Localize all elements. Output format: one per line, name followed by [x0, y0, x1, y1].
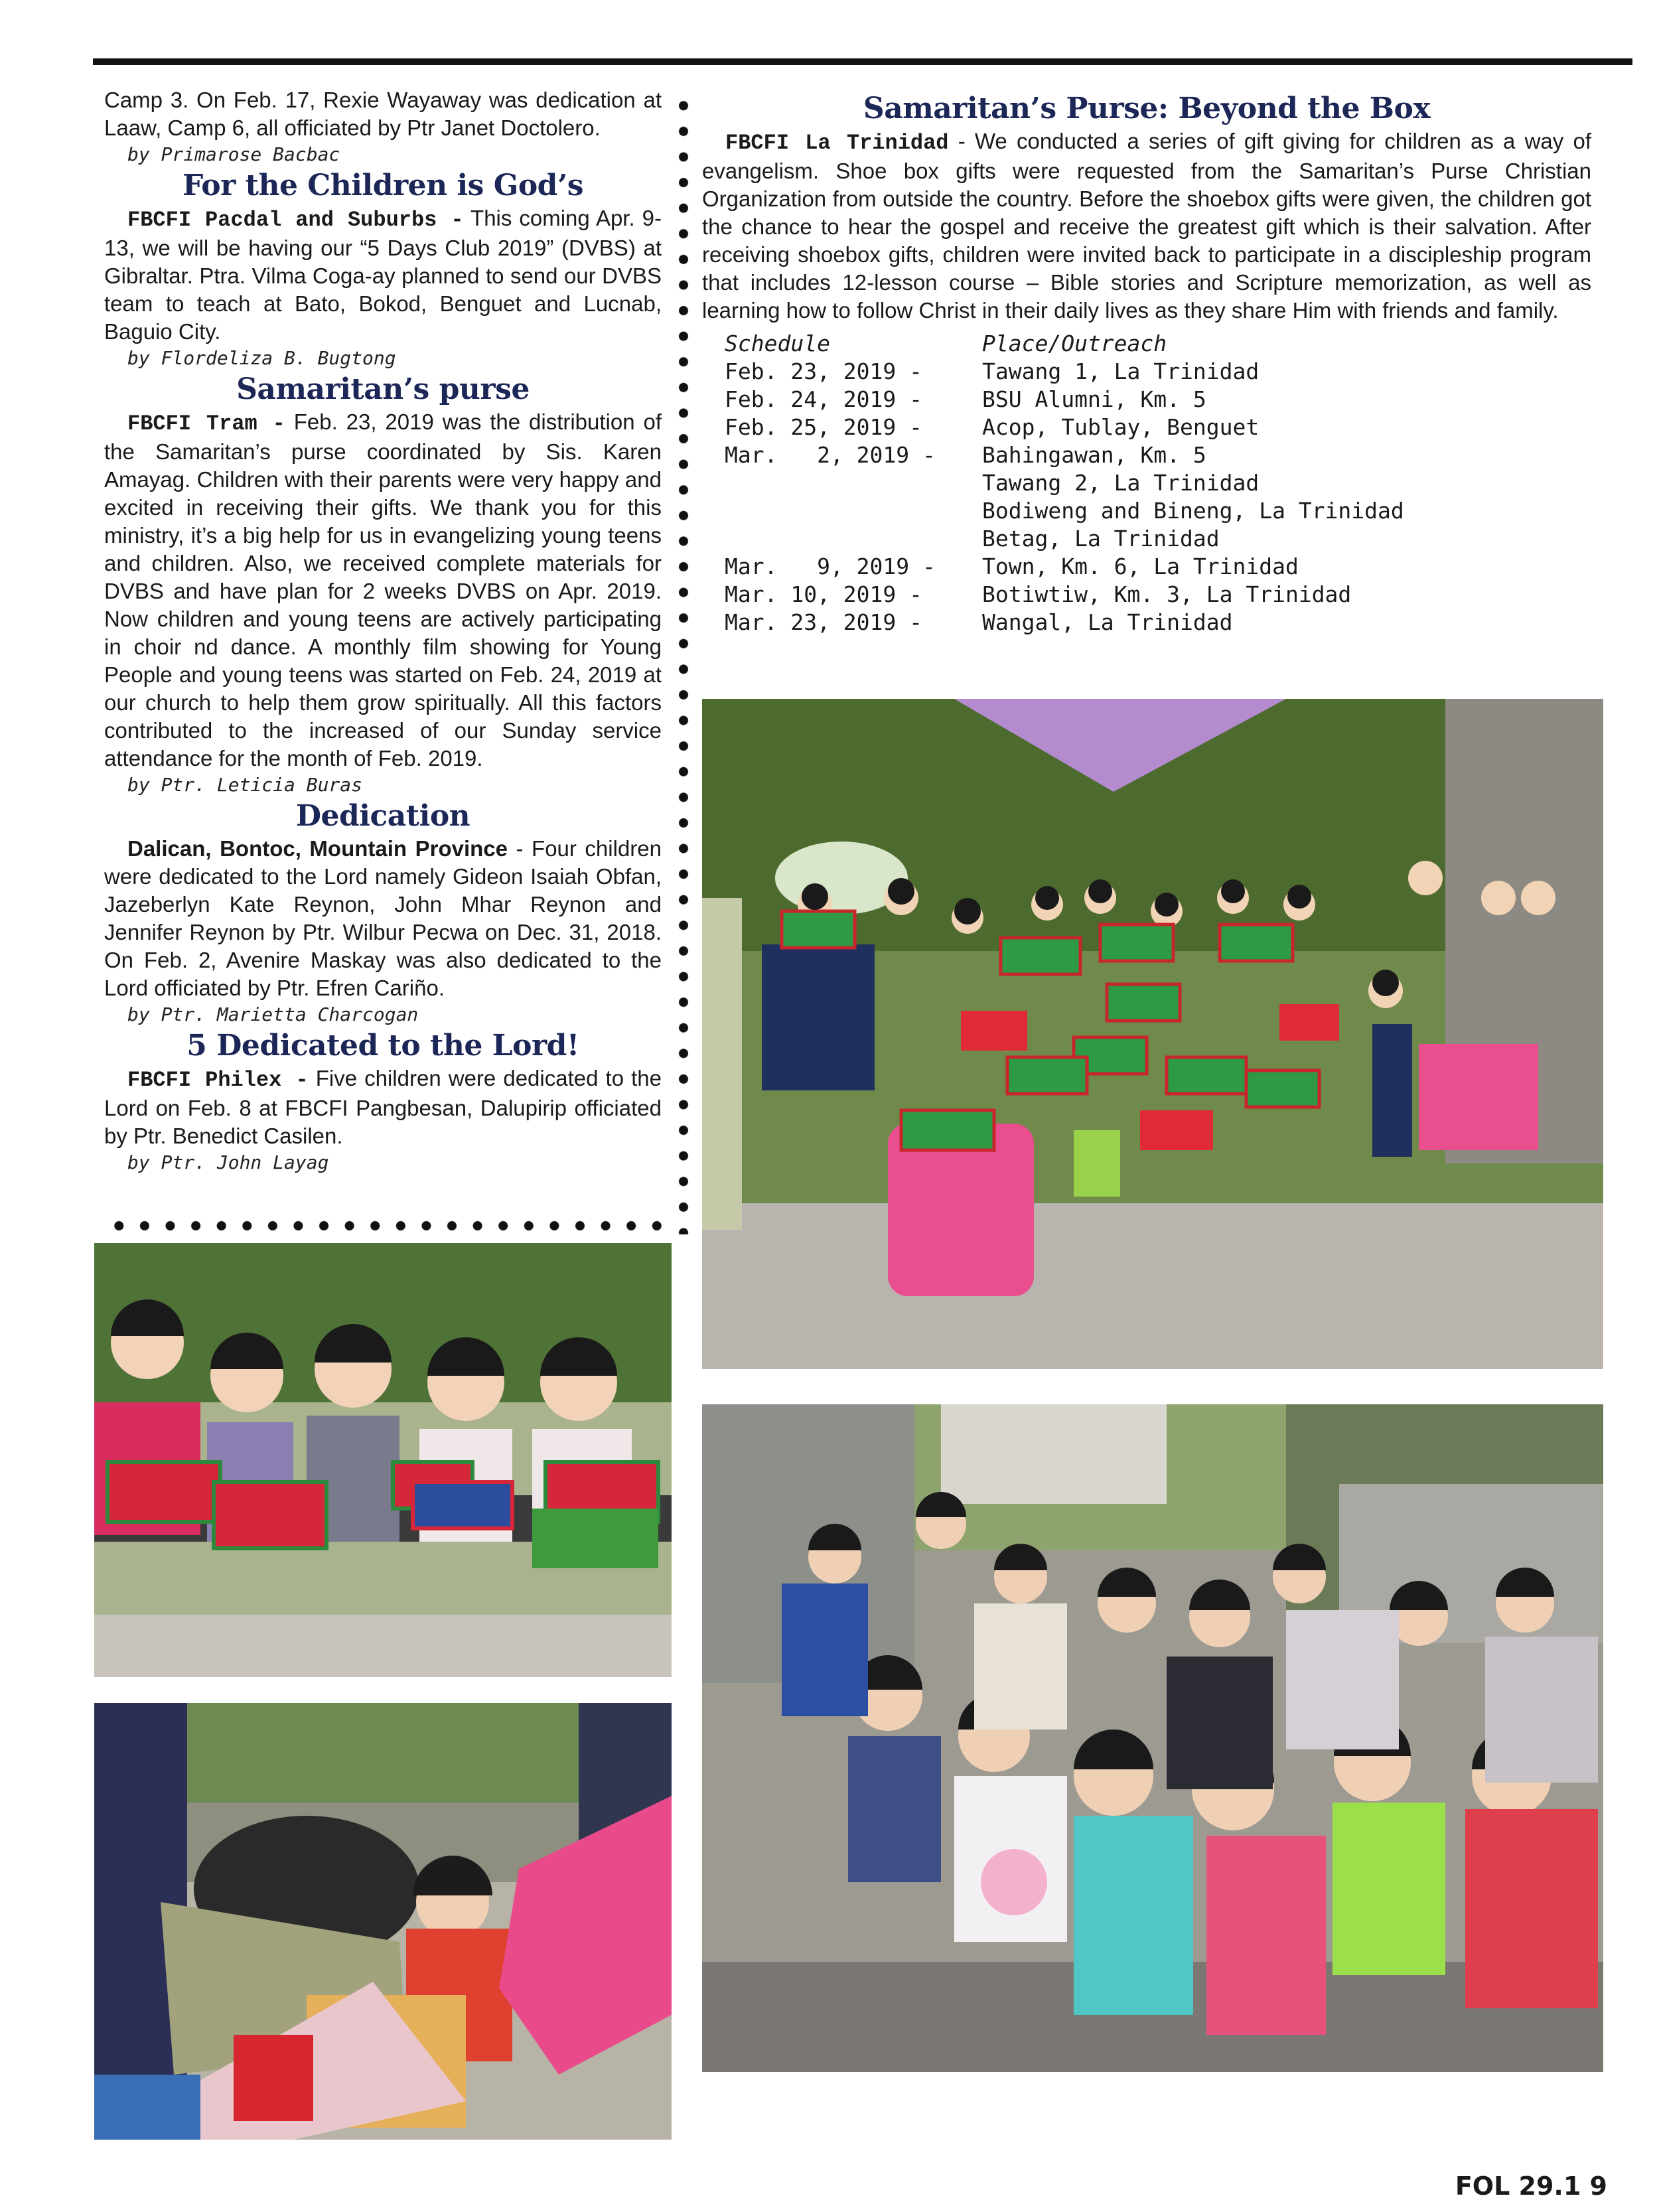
top-rule: [93, 58, 1632, 65]
article-title: 5 Dedicated to the Lord!: [186, 1029, 579, 1063]
schedule-row: [702, 581, 1591, 609]
article-body: [104, 204, 662, 346]
article-title: Dedication: [295, 799, 470, 833]
schedule-date: Mar. 23, 2019 -: [725, 609, 923, 635]
schedule-row: [702, 386, 1591, 413]
left-column: [104, 86, 662, 1175]
folio-label: FOL 29.1: [1455, 2172, 1581, 2201]
article-text: This coming Apr. 9-13, we will be having our “5 Days Club 2019” (DVBS) at Gibraltar. Ptra. Vilma Coga-ay planned to send our DVBS team to teach at Bato, Bokod, Benguet and Lucnab, Baguio City.: [104, 206, 662, 344]
schedule-place: Wangal, La Trinidad: [982, 609, 1233, 635]
feature-title: Samaritan’s Purse: Beyond the Box: [863, 92, 1431, 125]
feature-body: [702, 127, 1591, 325]
schedule-place: Bodiweng and Bineng, La Trinidad: [982, 498, 1404, 524]
schedule-place: Tawang 1, La Trinidad: [982, 358, 1260, 384]
article-body: [104, 408, 662, 773]
schedule-date: Mar. 9, 2019 -: [725, 553, 936, 579]
intro-byline: by Primarose Bacbac: [127, 143, 340, 165]
schedule-row: [702, 413, 1591, 441]
schedule-date: [702, 497, 982, 525]
schedule-header-place: Place/Outreach: [982, 331, 1167, 356]
article-body: [104, 1065, 662, 1150]
schedule-date: [702, 469, 982, 497]
article-text: Five children were dedicated to the Lord on Feb. 8 at FBCFI Pangbesan, Dalupirip officiated by Ptr. Benedict Casilen.: [104, 1066, 662, 1148]
article-byline: by Ptr. John Layag: [127, 1151, 329, 1173]
schedule-date: Feb. 23, 2019 -: [725, 358, 923, 384]
schedule-row: [702, 609, 1591, 636]
article-lead: Dalican, Bontoc, Mountain Province: [127, 836, 508, 861]
article-byline: by Ptr. Leticia Buras: [127, 774, 363, 796]
vertical-dot-divider: [677, 93, 690, 1234]
horizontal-dot-divider: [106, 1218, 677, 1233]
schedule-row: [702, 469, 1591, 497]
article-text: Feb. 23, 2019 was the distribution of the Samaritan’s purse coordinated by Sis. Karen Amayag. Children with their parents were very happy and excited in receiving their gifts. We thank you for this ministry, it’s a big help for us in evangelizing young teens and children. Also, we received complete materials for DVBS and have plan for 2 weeks DVBS on Apr. 2019. Now children and young teens are actively participating in choir nd dance. A monthly film showing for Young People and young teens was started on Feb. 24, 2019 at our church to help them grow spiritually. All this factors contributed to the increased of our Sunday service attendance for the month of Feb. 2019.: [104, 409, 662, 771]
schedule-place: BSU Alumni, Km. 5: [982, 386, 1206, 412]
schedule-place: Town, Km. 6, La Trinidad: [982, 553, 1299, 579]
schedule-date: Mar. 2, 2019 -: [725, 442, 936, 468]
article-lead: FBCFI Philex -: [127, 1068, 309, 1092]
schedule-date: Feb. 24, 2019 -: [725, 386, 923, 412]
article-title: Samaritan’s purse: [236, 372, 530, 406]
feature-text: - We conducted a series of gift giving for children as a way of evangelism. Shoe box gifts were requested from the Samaritan’s Purse Christian Organization from outside the country. Before the shoebox gifts were given, the children got the chance to hear the gospel and receive the greatest gift which is their salvation. After receiving shoebox gifts, children were invited back to participate in a discipleship program that includes 12-lesson course – Bible stories and Scripture memorization, as well as learning how to follow Christ in their daily lives as they share Him with friends and family.: [702, 129, 1591, 323]
article-lead: FBCFI Pacdal and Suburbs -: [127, 208, 464, 232]
schedule-header-date: Schedule: [725, 331, 830, 356]
children-praying-photo: [702, 1404, 1603, 2072]
group-photo-shoeboxes: [702, 699, 1603, 1369]
schedule-row: [702, 525, 1591, 553]
page-folio: [1455, 2172, 1607, 2201]
article-title: For the Children is God’s: [182, 169, 584, 202]
child-opening-box-photo: [94, 1703, 672, 2140]
page-number: 9: [1589, 2172, 1607, 2201]
schedule-date: Feb. 25, 2019 -: [725, 414, 923, 440]
schedule-place: Tawang 2, La Trinidad: [982, 470, 1260, 496]
article-body: [104, 835, 662, 1002]
schedule-header: [702, 330, 1591, 358]
article-text: - Four children were dedicated to the Lord namely Gideon Isaiah Obfan, Jazeberlyn Kate Reynon, John Mhar Reynon and Jennifer Reynon by Ptr. Wilbur Pecwa on Dec. 31, 2018. On Feb. 2, Avenire Maskay was also dedicated to the Lord officiated by Ptr. Efren Cariño.: [104, 836, 662, 1000]
right-column: [702, 90, 1591, 636]
article-byline: by Flordeliza B. Bugtong: [127, 347, 396, 369]
schedule-row: [702, 497, 1591, 525]
schedule-date: [702, 525, 982, 553]
article-byline: by Ptr. Marietta Charcogan: [127, 1003, 419, 1025]
schedule-place: Bahingawan, Km. 5: [982, 442, 1206, 468]
intro-text: Camp 3. On Feb. 17, Rexie Wayaway was dedication at Laaw, Camp 6, all officiated by Ptr Janet Doctolero.: [104, 88, 662, 140]
schedule-row: [702, 441, 1591, 469]
children-with-boxes-photo: [94, 1243, 672, 1677]
schedule-place: Betag, La Trinidad: [982, 526, 1220, 552]
schedule-row: [702, 553, 1591, 581]
schedule-date: Mar. 10, 2019 -: [725, 581, 923, 607]
schedule-place: Acop, Tublay, Benguet: [982, 414, 1260, 440]
schedule-table: [702, 330, 1591, 636]
article-lead: FBCFI Tram -: [127, 411, 285, 436]
schedule-row: [702, 358, 1591, 386]
feature-lead: FBCFI La Trinidad: [725, 131, 949, 155]
schedule-place: Botiwtiw, Km. 3, La Trinidad: [982, 581, 1352, 607]
